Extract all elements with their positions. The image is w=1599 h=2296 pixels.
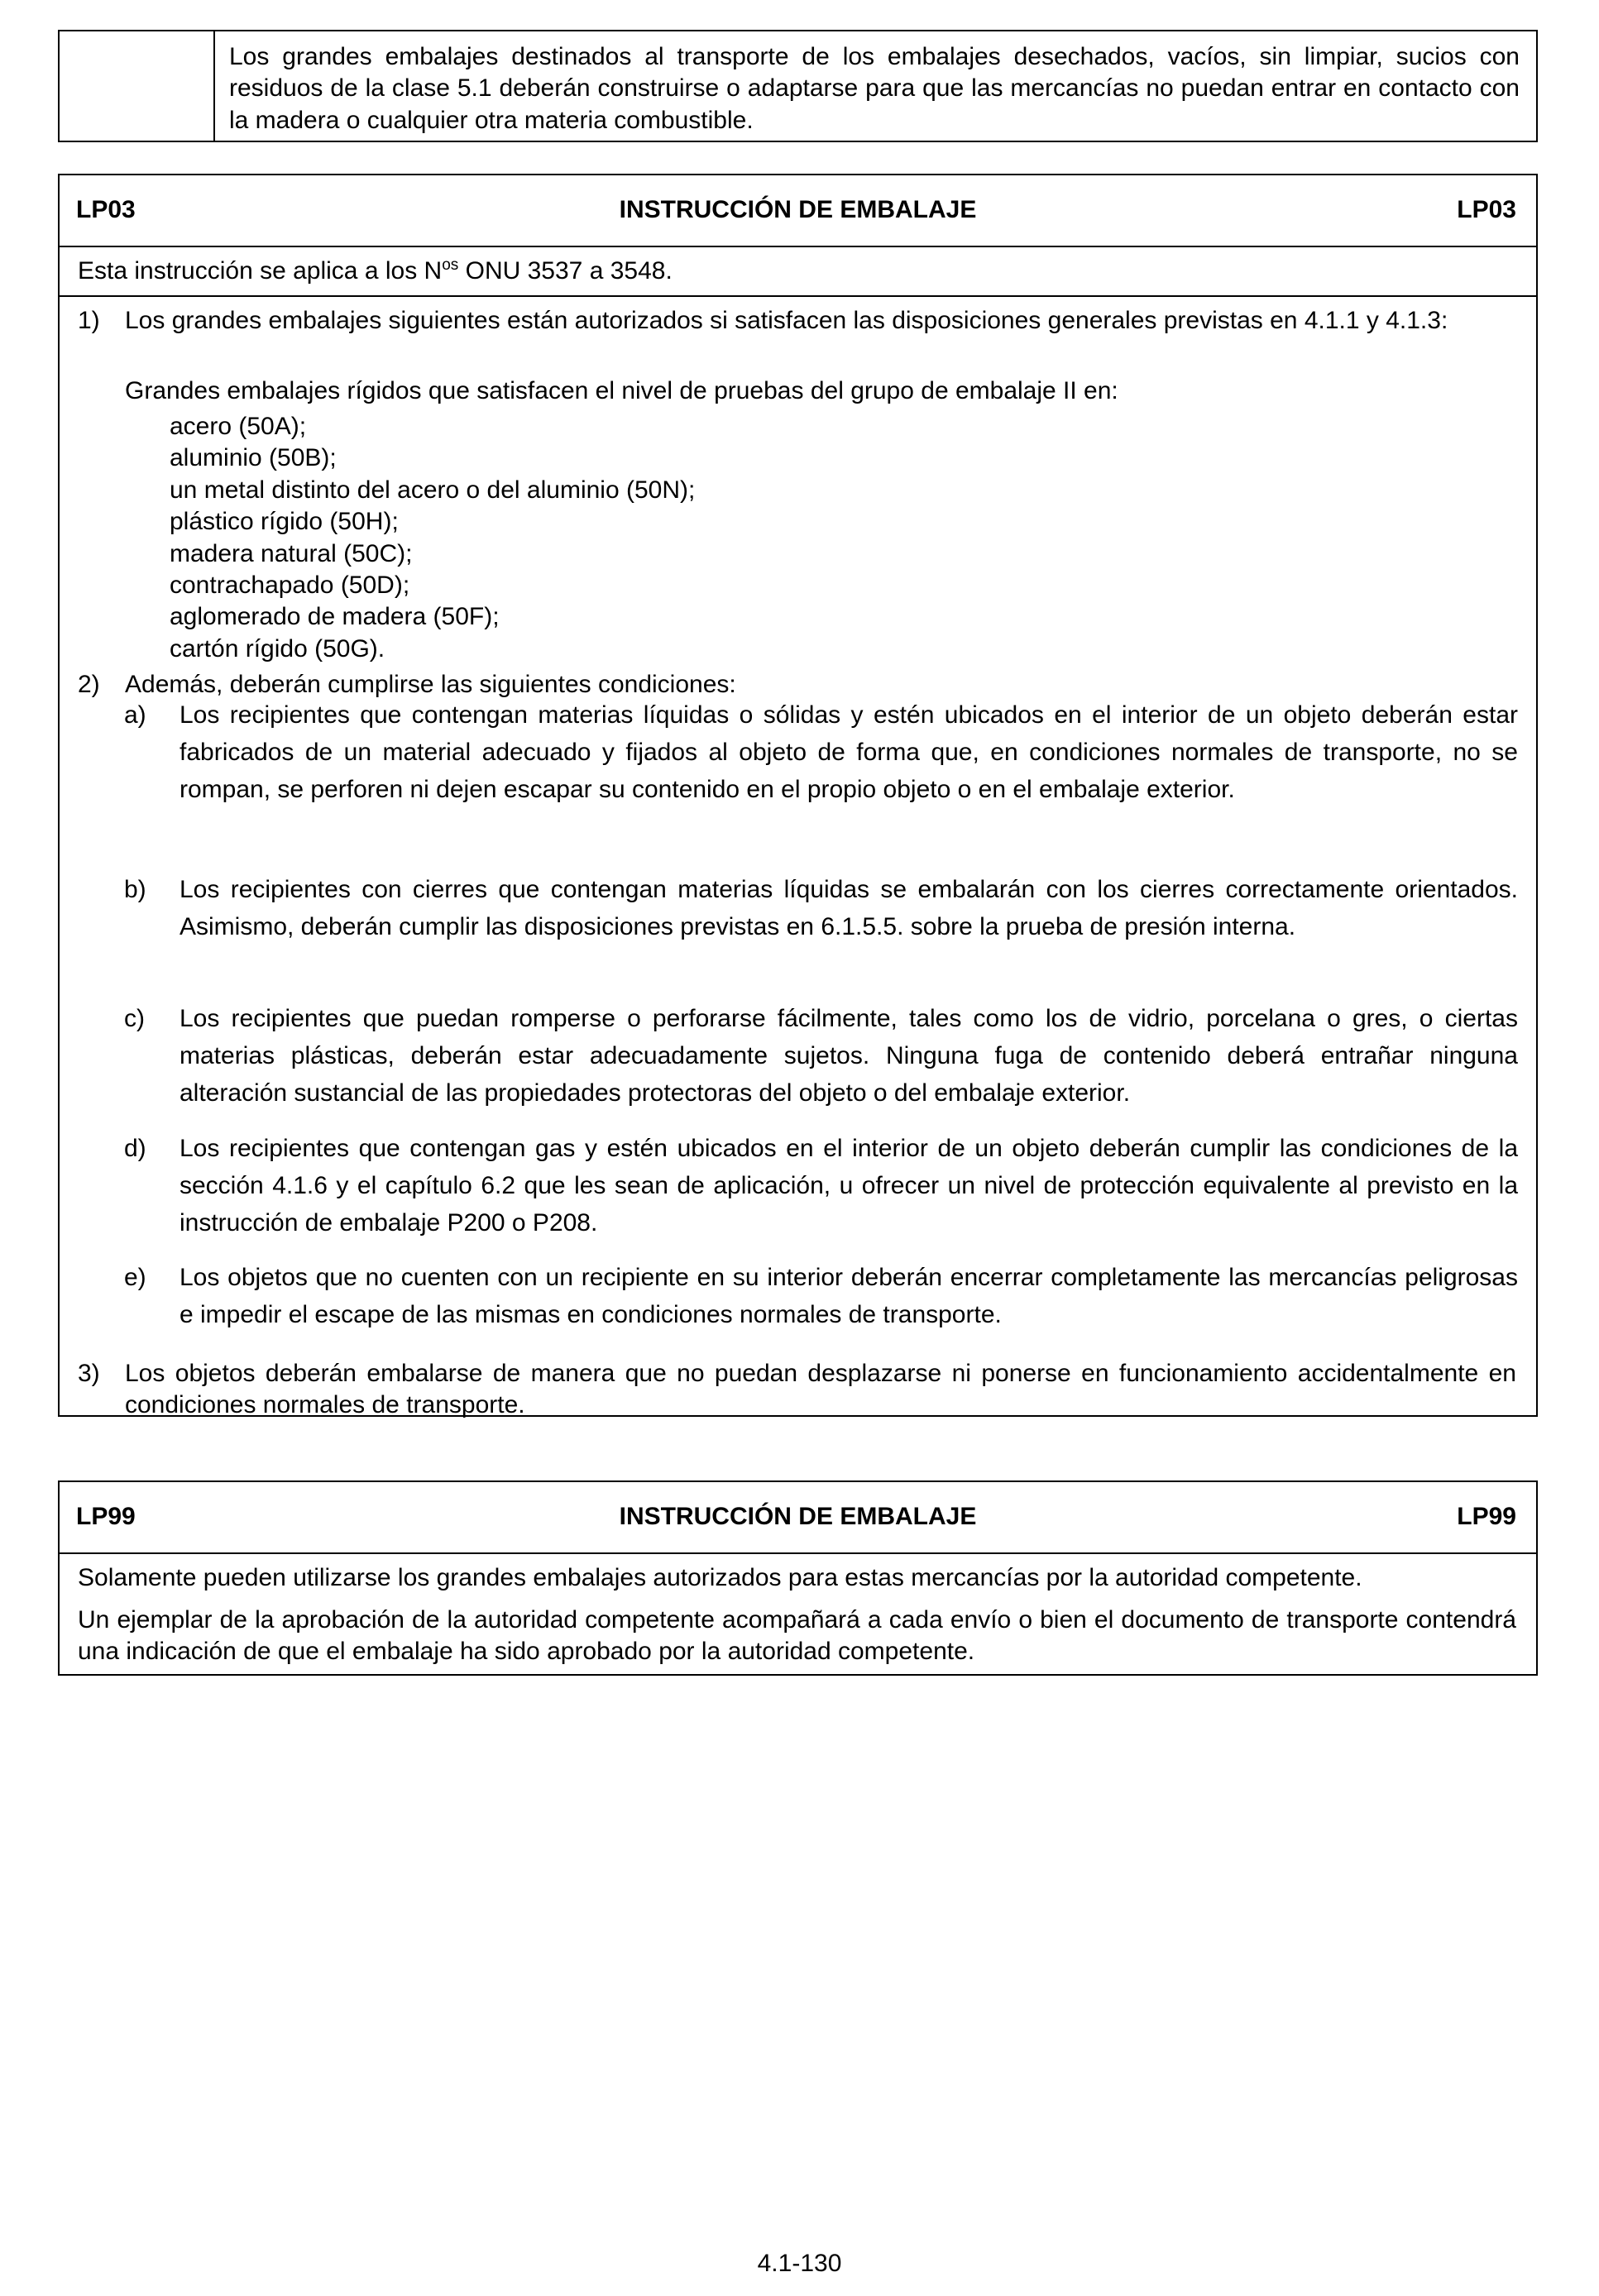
material-item: aluminio (50B); [170,444,337,472]
condition-b-text: Los recipientes con cierres que contengan materias líquidas se embalarán con los cierres correctamente orientados. Asimismo, deberán cumplir las disposiciones previstas en 6.1.5.5. sobre la prueba de presión interna. [180,876,1518,940]
material-item: madera natural (50C); [170,539,413,567]
lp03-code-right: LP03 [1457,196,1516,223]
condition-c-label: c) [124,1005,145,1032]
material-item: aglomerado de madera (50F); [170,603,500,631]
lp99-paragraph-2: Un ejemplar de la aprobación de la autoridad competente acompañará a cada envío o bien el documento de transporte contendrá una indicación de que el embalaje ha sido aprobado por la autoridad competente. [78,1606,1516,1666]
empty-left-cell [60,31,215,141]
condition-d-text: Los recipientes que contengan gas y estén ubicados en el interior de un objeto deberán cumplir las condiciones de la sección 4.1.6 y el capítulo 6.2 que les sean de aplicación, u ofrecer un nivel de protección equivalente al previsto en la instrucción de embalaje P200 o P208. [180,1135,1518,1236]
material-item: plástico rígido (50H); [170,508,399,536]
item-2-number: 2) [78,671,100,698]
item-2-text: Además, deberán cumplirse las siguientes condiciones: [125,671,736,698]
lp99-code-right: LP99 [1457,1503,1516,1530]
condition-d-label: d) [124,1135,146,1162]
lp99-code-left: LP99 [76,1503,136,1530]
item-1-subheading: Grandes embalajes rígidos que satisfacen el nivel de pruebas del grupo de embalaje II en: [125,377,1118,404]
condition-b-label: b) [124,876,146,903]
lp03-applies-text: Esta instrucción se aplica a los $N^{os}$ ONU 3537 a 3548. [78,256,673,285]
item-3-text: Los objetos deberán embalarse de manera que no puedan desplazarse ni ponerse en funcionamiento accidentalmente en condiciones normales de transporte. [125,1360,1516,1419]
condition-e-label: e) [124,1264,146,1291]
lp99-instruction-box [58,1480,1538,1676]
item-1-text: Los grandes embalajes siguientes están autorizados si satisfacen las disposiciones generales previstas en 4.1.1 y 4.1.3: [125,307,1448,334]
lp03-code-left: LP03 [76,196,136,223]
lp99-paragraph-1: Solamente pueden utilizarse los grandes embalajes autorizados para estas mercancías por la autoridad competente. [78,1564,1362,1591]
lp03-title: INSTRUCCIÓN DE EMBALAJE [619,196,977,223]
top-table [58,30,1538,142]
item-3-number: 3) [78,1360,100,1387]
material-item: un metal distinto del acero o del aluminio (50N); [170,476,696,504]
material-item: cartón rígido (50G). [170,634,385,662]
materials-list [170,411,695,665]
lp03-header [60,175,1536,247]
lp99-title: INSTRUCCIÓN DE EMBALAJE [619,1503,977,1530]
material-item: contrachapado (50D); [170,571,410,599]
condition-e-text: Los objetos que no cuenten con un recipiente en su interior deberán encerrar completamente las mercancías peligrosas e impedir el escape de las mismas en condiciones normales de transporte. [180,1264,1518,1328]
lp99-header [60,1482,1536,1554]
condition-a-label: a) [124,701,146,729]
top-table-text: Los grandes embalajes destinados al transporte de los embalajes desechados, vacíos, sin limpiar, sucios con residuos de la clase 5.1 deberán construirse o adaptarse para que las mercancías no puedan entrar en contacto con la madera o cualquier otra materia combustible. [229,43,1520,134]
lp03-instruction-box [58,174,1538,1417]
condition-a-text: Los recipientes que contengan materias líquidas o sólidas y estén ubicados en el interior de un objeto deberán estar fabricados de un material adecuado y fijados al objeto de forma que, en condiciones normales de transporte, no se rompan, se perforen ni dejen escapar su contenido en el propio objeto o en el embalaje exterior. [180,701,1518,803]
condition-c-text: Los recipientes que puedan romperse o perforarse fácilmente, tales como los de vidrio, porcelana o gres, o ciertas materias plásticas, deberán estar adecuadamente sujetos. Ninguna fuga de contenido deberá entrañar ninguna alteración sustancial de las propiedades protectoras del objeto o del embalaje exterior. [180,1005,1518,1107]
lp03-applies-row [60,246,1536,297]
material-item: acero (50A); [170,413,307,440]
item-1-number: 1) [78,307,100,334]
page-number: 4.1-130 [757,2250,842,2277]
